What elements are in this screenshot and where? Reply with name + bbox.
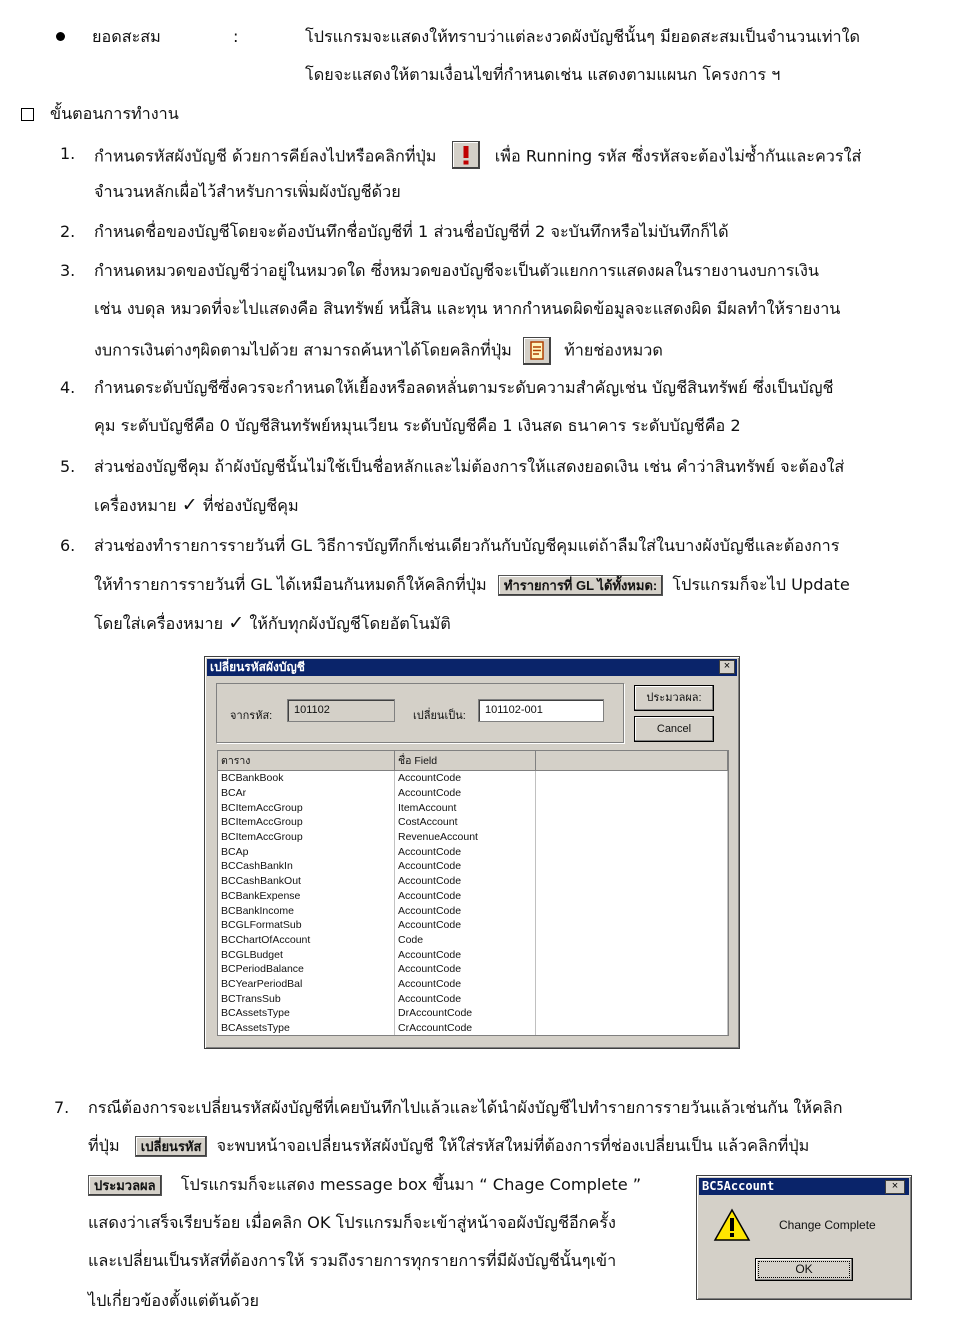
step-5-line1: ส่วนช่องบัญชีคุม ถ้าผังบัญชีนั้นไม่ใช้เป็นชื่อหลักและไม่ต้องการให้แสดงยอดเงิน เช่น คำว่าสินทรัพย์ จะต้องใส่ [94, 457, 845, 476]
summary-colon: : [233, 27, 239, 46]
checkmark-icon: ✓ [181, 494, 198, 516]
field-name-cell: DrAccountCode [395, 1006, 536, 1021]
msgbox-title: BC5Account [699, 1178, 909, 1195]
step-7-text-c: โปรแกรมก็จะแสดง message box ขึ้นมา “ Chage Complete ” [180, 1175, 642, 1194]
field-name-cell: AccountCode [395, 962, 536, 977]
field-name-cell: AccountCode [395, 977, 536, 992]
empty-cell [536, 786, 728, 801]
step-number: 6. [60, 536, 76, 555]
close-icon[interactable]: × [719, 660, 735, 674]
empty-cell [536, 977, 728, 992]
step-3-line1: กำหนดหมวดของบัญชีว่าอยู่ในหมวดใด ซึ่งหมวดของบัญชีจะเป็นตัวแยกการแสดงผลในรายงานงบการเงิน [94, 261, 819, 280]
step-number: 2. [60, 222, 76, 241]
step-6-line2 [94, 574, 850, 596]
ok-button[interactable]: OK [755, 1258, 853, 1281]
grid-header-row [218, 751, 728, 771]
table-name-cell: BCCashBankOut [218, 874, 395, 889]
empty-cell [536, 991, 728, 1006]
empty-cell [536, 844, 728, 859]
summary-desc-line1: โปรแกรมจะแสดงให้ทราบว่าแต่ละงวดผังบัญชีนั้นๆ มียอดสะสมเป็นจำนวนเท่าใด [305, 27, 861, 46]
step-2-line1: กำหนดชื่อของบัญชีโดยจะต้องบันทึกชื่อบัญชีที่ 1 ส่วนชื่อบัญชีที่ 2 จะบันทึกหรือไม่บันทึกก็ได้ [94, 222, 729, 241]
table-row[interactable] [218, 830, 728, 845]
table-name-cell: BCTransSub [218, 991, 395, 1006]
step-1-text-a: กำหนดรหัสผังบัญชี ด้วยการคีย์ลงไปหรือคลิกที่ปุ่ม [94, 146, 437, 166]
step-6-text-a2: โดยใส่เครื่องหมาย [94, 614, 224, 633]
change-code-button[interactable]: เปลี่ยนรหัส [135, 1136, 208, 1157]
table-row[interactable] [218, 859, 728, 874]
table-row[interactable] [218, 800, 728, 815]
empty-cell [536, 859, 728, 874]
step-number: 4. [60, 378, 76, 397]
table-row[interactable] [218, 1021, 728, 1036]
field-name-cell: AccountCode [395, 786, 536, 801]
table-name-cell: BCAr [218, 786, 395, 801]
field-name-cell: AccountCode [395, 859, 536, 874]
table-name-cell: BCPeriodBalance [218, 962, 395, 977]
step-number: 1. [60, 144, 76, 163]
table-name-cell: BCItemAccGroup [218, 815, 395, 830]
process-inline-button[interactable]: ประมวลผล [88, 1175, 162, 1196]
empty-cell [536, 1006, 728, 1021]
field-name-cell: Code [395, 933, 536, 948]
table-name-cell: BCGLFormatSub [218, 918, 395, 933]
step-number: 5. [60, 457, 76, 476]
table-row[interactable] [218, 771, 728, 786]
step-7-text-b: จะพบหน้าจอเปลี่ยนรหัสผังบัญชี ให้ใส่รหัสใหม่ที่ต้องการที่ช่องเปลี่ยนเป็น แล้วคลิกที่ปุ่ม [216, 1136, 810, 1155]
table-row[interactable] [218, 844, 728, 859]
to-code-label: เปลี่ยนเป็น: [413, 710, 466, 722]
table-name-cell: BCItemAccGroup [218, 830, 395, 845]
exclamation-icon [453, 142, 479, 168]
cancel-button[interactable]: Cancel [634, 716, 714, 742]
table-name-cell: BCAp [218, 844, 395, 859]
step-1-text-b: เพื่อ Running รหัส ซึ่งรหัสจะต้องไม่ซ้ำกันและควรใส่ [494, 146, 862, 166]
empty-cell [536, 918, 728, 933]
step-7-line5: และเปลี่ยนเป็นรหัสที่ต้องการให้ รวมถึงรายการทุกรายการที่มีผังบัญชีนั้นๆเข้า [88, 1251, 617, 1270]
table-row[interactable] [218, 889, 728, 904]
message-box [696, 1175, 912, 1300]
field-name-cell: CostAccount [395, 815, 536, 830]
step-number: 7. [54, 1098, 70, 1117]
from-code-field: 101102 [287, 699, 395, 722]
step-5-text-b: ที่ช่องบัญชีคุม [202, 496, 299, 515]
column-header[interactable]: ชื่อ Field [395, 751, 536, 771]
empty-cell [536, 962, 728, 977]
table-row[interactable] [218, 933, 728, 948]
msgbox-message: Change Complete [779, 1218, 876, 1232]
table-name-cell: BCChartOfAccount [218, 933, 395, 948]
table-name-cell: BCBankBook [218, 771, 395, 786]
field-name-cell: AccountCode [395, 903, 536, 918]
step-7-line1: กรณีต้องการจะเปลี่ยนรหัสผังบัญชีที่เคยบันทึกไปแล้วและได้นำผังบัญชีไปทำรายการรายวันแล้วเช่นกัน ให้คลิก [88, 1098, 843, 1117]
step-6-text-b: โปรแกรมก็จะไป Update [672, 575, 850, 594]
section-heading: ขั้นตอนการทำงาน [50, 104, 179, 123]
empty-cell [536, 903, 728, 918]
step-7-line3 [88, 1174, 641, 1196]
step-1-line1 [94, 143, 861, 171]
empty-cell [536, 874, 728, 889]
gl-all-button[interactable]: ทำรายการที่ GL ได้ทั้งหมด: [498, 575, 663, 596]
empty-cell [536, 889, 728, 904]
table-name-cell: BCYearPeriodBal [218, 977, 395, 992]
process-button[interactable]: ประมวลผล: [634, 685, 714, 711]
step-1-line2: จำนวนหลักเผื่อไว้สำหรับการเพิ่มผังบัญชีด้วย [94, 182, 401, 201]
step-5-text-a: เครื่องหมาย [94, 496, 177, 515]
table-name-cell: BCAssetsType [218, 1006, 395, 1021]
step-5-line2 [94, 494, 299, 517]
from-code-label: จากรหัส: [230, 710, 273, 722]
field-name-cell: AccountCode [395, 771, 536, 786]
affected-tables [218, 751, 728, 1035]
step-6-text-b2: ให้กับทุกผังบัญชีโดยอัตโนมัติ [249, 614, 451, 633]
field-name-cell: AccountCode [395, 947, 536, 962]
empty-cell [536, 1021, 728, 1036]
column-header-empty [536, 751, 728, 771]
field-name-cell: RevenueAccount [395, 830, 536, 845]
step-6-line3 [94, 612, 451, 635]
step-3-line2: เช่น งบดุล หมวดที่จะไปแสดงคือ สินทรัพย์ หนี้สิน และทุน หากกำหนดผิดข้อมูลจะแสดงผิด มีผลทำให้รายงาน [94, 299, 841, 318]
bullet-dot [56, 32, 65, 41]
table-row[interactable] [218, 1006, 728, 1021]
field-name-cell: AccountCode [395, 918, 536, 933]
step-3-text-b: ท้ายช่องหมวด [564, 340, 663, 360]
summary-desc-line2: โดยจะแสดงให้ตามเงื่อนไขที่กำหนดเช่น แสดงตามแผนก โครงการ ฯ [305, 65, 781, 84]
empty-cell [536, 815, 728, 830]
document-search-icon [524, 338, 550, 364]
step-4-line1: กำหนดระดับบัญชีซึ่งควรจะกำหนดให้เยื้องหรือลดหลั่นตามระดับความสำคัญเช่น บัญชีสินทรัพย์ ซึ่งเป็นบัญชี [94, 378, 834, 397]
dialog-title: เปลี่ยนรหัสผังบัญชี [207, 659, 737, 676]
table-name-cell: BCItemAccGroup [218, 800, 395, 815]
table-name-cell: BCBankIncome [218, 903, 395, 918]
step-number: 3. [60, 261, 76, 280]
step-4-line2: คุม ระดับบัญชีคือ 0 บัญชีสินทรัพย์หมุนเวียน ระดับบัญชีคือ 1 เงินสด ธนาคาร ระดับบัญชีคือ 2 [94, 416, 741, 435]
checkmark-icon: ✓ [228, 612, 245, 634]
step-6-line1: ส่วนช่องทำรายการรายวันที่ GL วิธีการบัญทึกก็เช่นเดียวกันกับบัญชีคุมแต่ถ้าลืมใส่ในบางผังบัญชีและต้องการ [94, 536, 840, 555]
field-name-cell: AccountCode [395, 874, 536, 889]
table-row[interactable] [218, 977, 728, 992]
affected-tables-grid[interactable] [217, 750, 729, 1036]
step-7-line4: แสดงว่าเสร็จเรียบร้อย เมื่อคลิก OK โปรแกรมก็จะเข้าสู่หน้าจอผังบัญชีอีกครั้ง [88, 1213, 616, 1232]
summary-term: ยอดสะสม [92, 27, 161, 46]
field-name-cell: AccountCode [395, 889, 536, 904]
to-code-input[interactable]: 101102-001 [478, 699, 604, 722]
column-header[interactable]: ตาราง [218, 751, 395, 771]
category-search-button[interactable] [523, 337, 551, 365]
running-code-button[interactable] [452, 141, 480, 169]
field-name-cell: AccountCode [395, 991, 536, 1006]
empty-cell [536, 830, 728, 845]
step-3-text-a: งบการเงินต่างๆผิดตามไปด้วย สามารถค้นหาได้โดยคลิกที่ปุ่ม [94, 340, 512, 360]
empty-cell [536, 933, 728, 948]
field-name-cell: AccountCode [395, 844, 536, 859]
table-name-cell: BCGLBudget [218, 947, 395, 962]
table-row[interactable] [218, 918, 728, 933]
warning-icon [713, 1208, 751, 1242]
field-name-cell: CrAccountCode [395, 1021, 536, 1036]
change-code-dialog [204, 656, 740, 1049]
table-name-cell: BCBankExpense [218, 889, 395, 904]
table-row[interactable] [218, 947, 728, 962]
checkbox-bullet-icon [21, 108, 34, 121]
table-row[interactable] [218, 962, 728, 977]
step-3-line3 [94, 337, 663, 365]
table-row[interactable] [218, 874, 728, 889]
empty-cell [536, 771, 728, 786]
step-7-line6: ไปเกี่ยวข้องตั้งแต่ต้นด้วย [88, 1291, 260, 1310]
table-row[interactable] [218, 903, 728, 918]
step-7-text-a: ที่ปุ่ม [88, 1136, 120, 1155]
step-6-text-a: ให้ทำรายการรายวันที่ GL ได้เหมือนกันหมดก็ให้คลิกที่ปุ่ม [94, 575, 487, 594]
step-7-line2 [88, 1135, 809, 1157]
empty-cell [536, 800, 728, 815]
empty-cell [536, 947, 728, 962]
table-name-cell: BCAssetsType [218, 1021, 395, 1036]
close-icon[interactable]: × [885, 1180, 905, 1194]
table-row[interactable] [218, 991, 728, 1006]
table-row[interactable] [218, 815, 728, 830]
table-row[interactable] [218, 786, 728, 801]
table-name-cell: BCCashBankIn [218, 859, 395, 874]
field-name-cell: ItemAccount [395, 800, 536, 815]
